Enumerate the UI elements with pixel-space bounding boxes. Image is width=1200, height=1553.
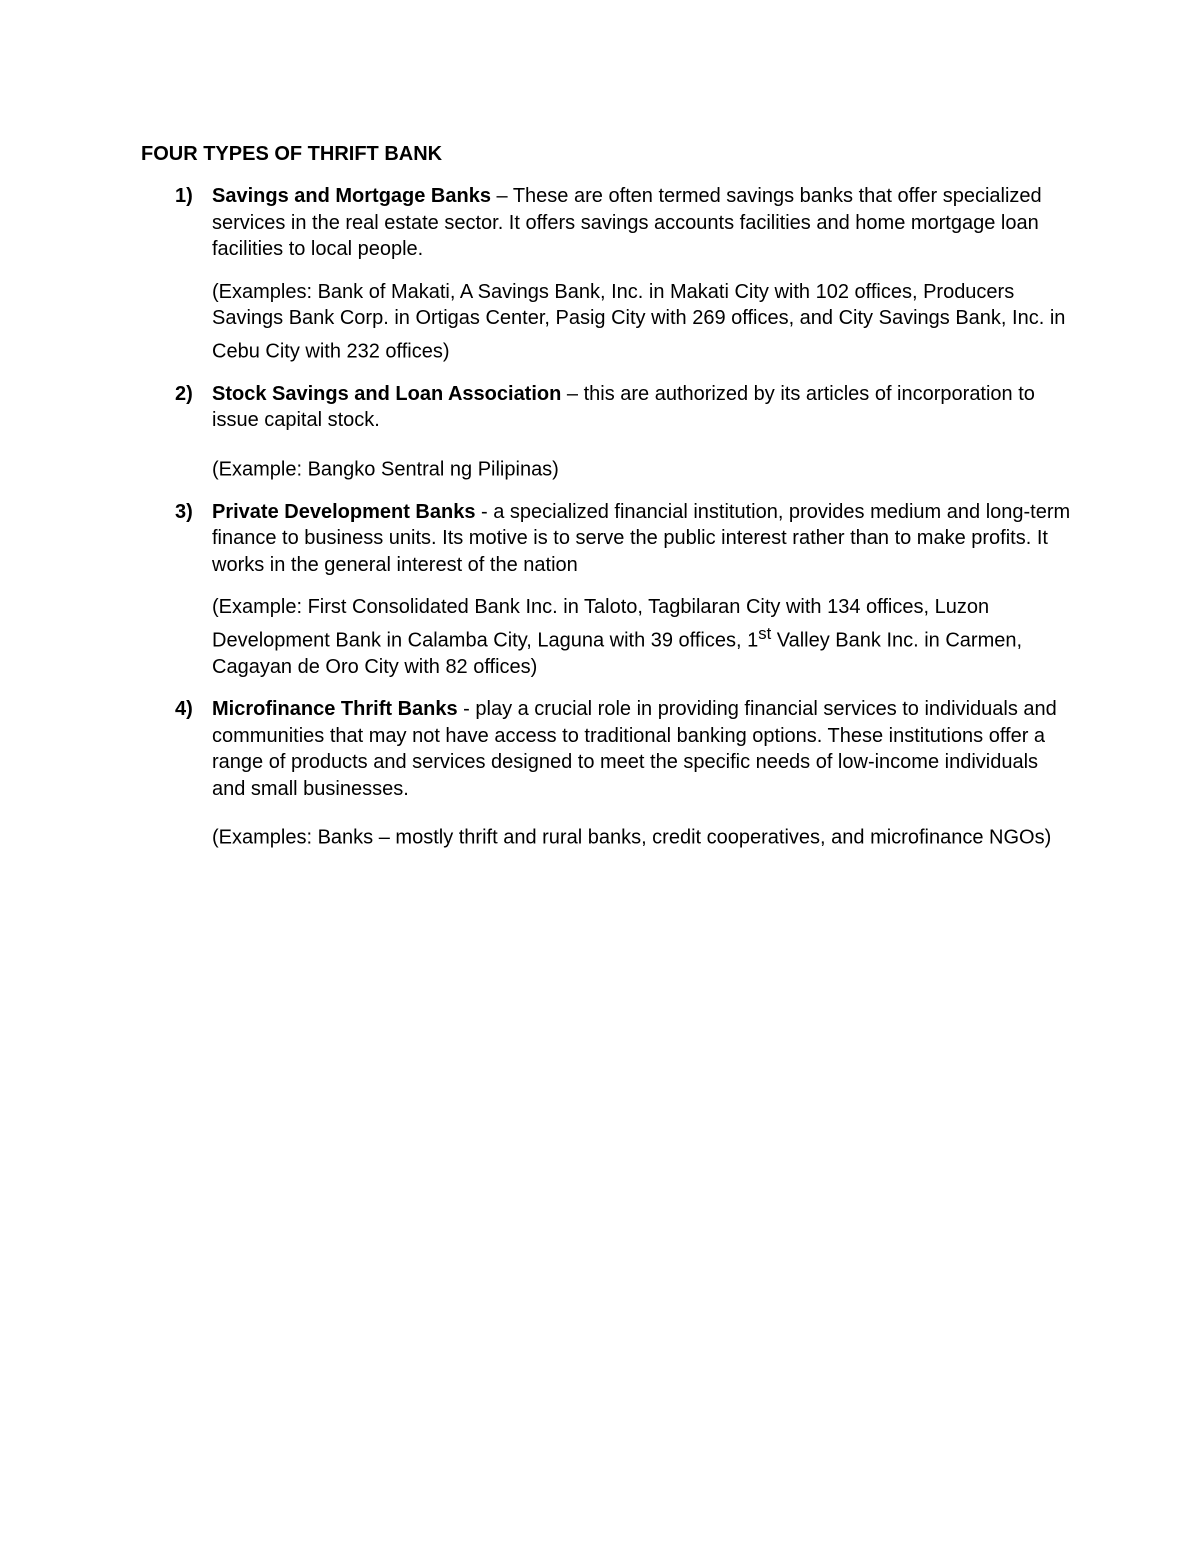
- list-item-description: – These are often termed savings banks that offer specialized services in the real estate sector. It offers savings accounts facilities and home mortgage loan facilities to local people.: [212, 185, 1042, 260]
- list-item-example: [212, 450, 1071, 483]
- list-item-term: Microfinance Thrift Banks: [212, 698, 458, 721]
- list-item-term: Private Development Banks: [212, 500, 476, 523]
- list-item-paragraph: [212, 499, 1071, 579]
- list-item: [141, 381, 1071, 483]
- list-item: [141, 183, 1071, 365]
- list-item-paragraph: [212, 183, 1071, 263]
- example-text-continued: Valley Bank Inc. in Carmen, Cagayan de Oro City with 82 offices): [212, 629, 1023, 678]
- list-item-example: [212, 818, 1071, 851]
- list-item-number: 1): [175, 185, 193, 207]
- list-item-number: 4): [175, 698, 193, 721]
- list-item-number: 3): [175, 500, 193, 523]
- list-item-paragraph: [212, 381, 1071, 434]
- list-item-number: 2): [175, 382, 193, 405]
- list-item-paragraph: [212, 696, 1071, 802]
- list-item: [141, 499, 1071, 681]
- list-item-example: [212, 279, 1071, 365]
- list-item-term: Savings and Mortgage Banks: [212, 185, 491, 207]
- list-item: [141, 696, 1071, 851]
- example-superscript: st: [758, 623, 772, 643]
- list-item-description: – this are authorized by its articles of incorporation to issue capital stock.: [212, 382, 1035, 432]
- example-text: (Example: First Consolidated Bank Inc. in Taloto, Tagbilaran City with 134 offices, Luzon Development Bank in Calamba City, Laguna with 39 offices, 1: [212, 596, 990, 652]
- list-item-term: Stock Savings and Loan Association: [212, 382, 562, 405]
- example-text: (Examples: Banks – mostly thrift and rural banks, credit cooperatives, and microfinance NGOs): [212, 827, 1052, 850]
- example-text: (Example: Bangko Sentral ng Pilipinas): [212, 458, 559, 481]
- document-page: [141, 141, 1071, 868]
- document-title: FOUR TYPES OF THRIFT BANK: [141, 143, 443, 165]
- list-item-description: - play a crucial role in providing financial services to individuals and communities that may not have access to traditional banking options. These institutions offer a range of products and services designed to meet the specific needs of low-income individuals and small businesses.: [212, 698, 1057, 800]
- list-item-example: [212, 594, 1071, 680]
- list-item-description: - a specialized financial institution, provides medium and long-term finance to business units. Its motive is to serve the public interest rather than to make profits. It works in the general interest of the nation: [212, 500, 1071, 576]
- example-text: (Examples: Bank of Makati, A Savings Bank, Inc. in Makati City with 102 offices, Producers Savings Bank Corp. in Ortigas Center, Pasig City with 269 offices, and City Savings Bank, Inc. in Cebu City with 232 offices): [212, 280, 1066, 363]
